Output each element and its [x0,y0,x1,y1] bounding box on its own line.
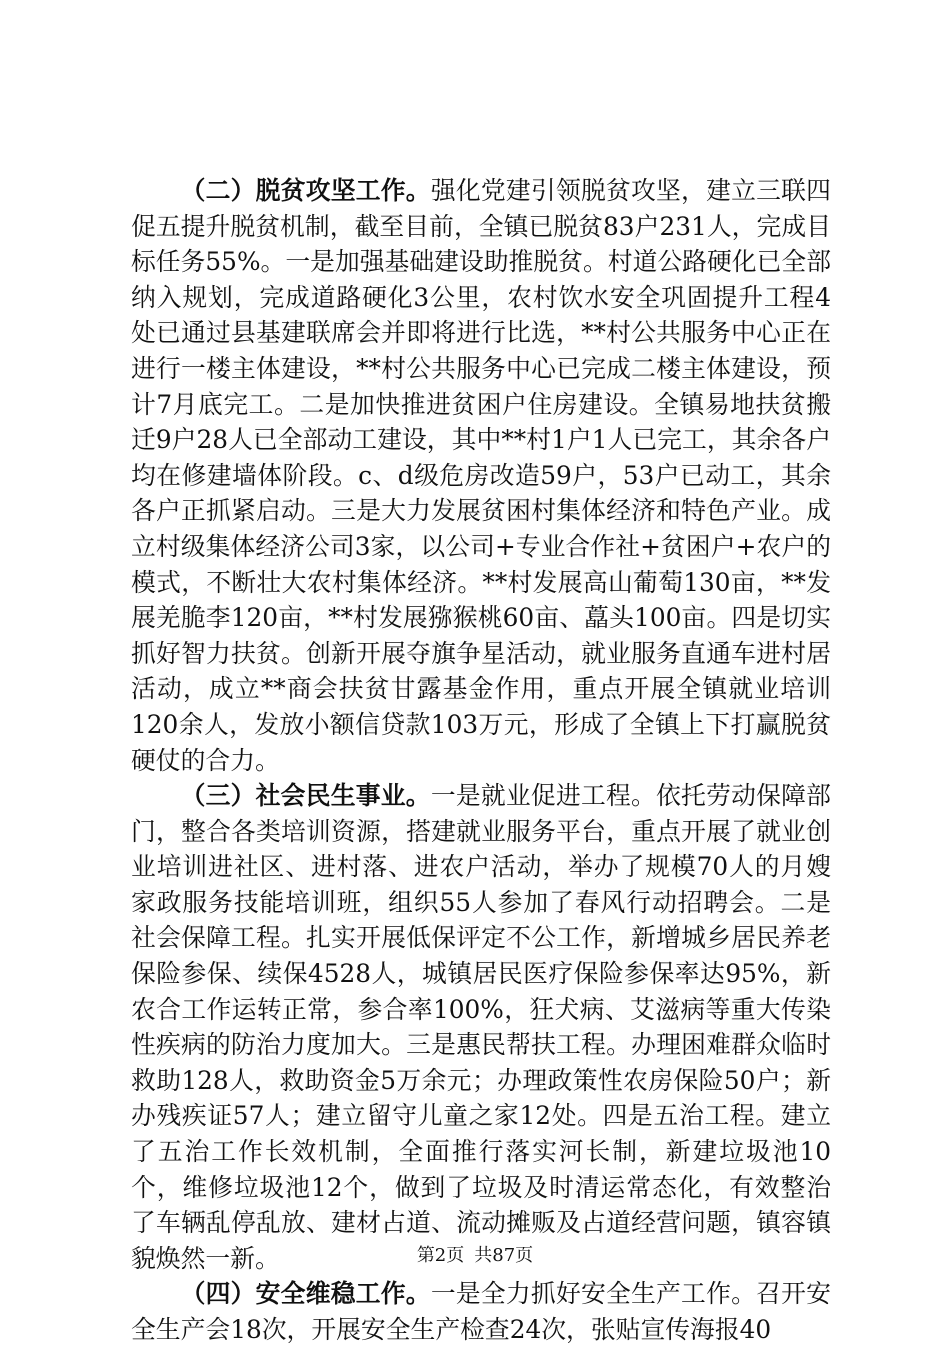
section-heading: （三）社会民生事业。 [180,781,431,811]
page-total: 共87页 [474,1245,534,1266]
paragraph-text: 强化党建引领脱贫攻坚，建立三联四促五提升脱贫机制，截至目前，全镇已脱贫83户231人，完成目标任务55%。一是加强基础建设助推脱贫。村道公路硬化已全部纳入规划，完成道路硬化3公里，农村饮水安全巩固提升工程4处已通过县基建联席会并即将进行比选，**村公共服务中心正在进行一楼主体建设，**村公共服务中心已完成二楼主体建设，预计7月底完工。二是加快推进贫困户住房建设。全镇易地扶贫搬迁9户28人已全部动工建设，其中**村1户1人已完工，其余各户均在修建墙体阶段。c、d级危房改造59户，53户已动工，其余各户正抓紧启动。三是大力发展贫困村集体经济和特色产业。成立村级集体经济公司3家，以公司+专业合作社+贫困户+农户的模式，不断壮大农村集体经济。**村发展高山葡萄130亩，**发展羌脆李120亩，**村发展猕猴桃60亩、藠头100亩。四是切实抓好智力扶贫。创新开展夺旗争星活动，就业服务直通车进村居活动，成立**商会扶贫甘露基金作用，重点开展全镇就业培训120余人，发放小额信贷款103万元，形成了全镇上下打赢脱贫硬仗的合力。 [131,176,831,775]
page-number: 第2页 [416,1245,465,1266]
paragraph-text: 一是全力抓好安全生产工作。召开安全生产会18次，开展安全生产检查24次，张贴宣传海报40 [131,1279,831,1344]
paragraph-poverty-alleviation [131,173,831,778]
paragraph-safety-stability [131,1276,831,1347]
section-heading: （二）脱贫攻坚工作。 [180,176,431,205]
document-body [131,173,831,1348]
paragraph-text: 一是就业促进工程。依托劳动保障部门，整合各类培训资源，搭建就业服务平台，重点开展了就业创业培训进社区、进村落、进农户活动，举办了规模70人的月嫂家政服务技能培训班，组织55人参加了春风行动招聘会。二是社会保障工程。扎实开展低保评定不公工作，新增城乡居民养老保险参保、续保4528人，城镇居民医疗保险参保率达95%，新农合工作运转正常，参合率100%，狂犬病、艾滋病等重大传染性疾病的防治力度加大。三是惠民帮扶工程。办理困难群众临时救助128人，救助资金5万余元；办理政策性农房保险50户；新办残疾证57人；建立留守儿童之家12处。四是五治工程。建立了五治工作长效机制，全面推行落实河长制，新建垃圾池10个，维修垃圾池12个，做到了垃圾及时清运常态化，有效整治了车辆乱停乱放、建材占道、流动摊贩及占道经营问题，镇容镇貌焕然一新。 [131,781,831,1273]
page-footer [0,1244,950,1268]
paragraph-social-livelihood [131,778,831,1276]
section-heading: （四）安全维稳工作。 [180,1279,431,1309]
